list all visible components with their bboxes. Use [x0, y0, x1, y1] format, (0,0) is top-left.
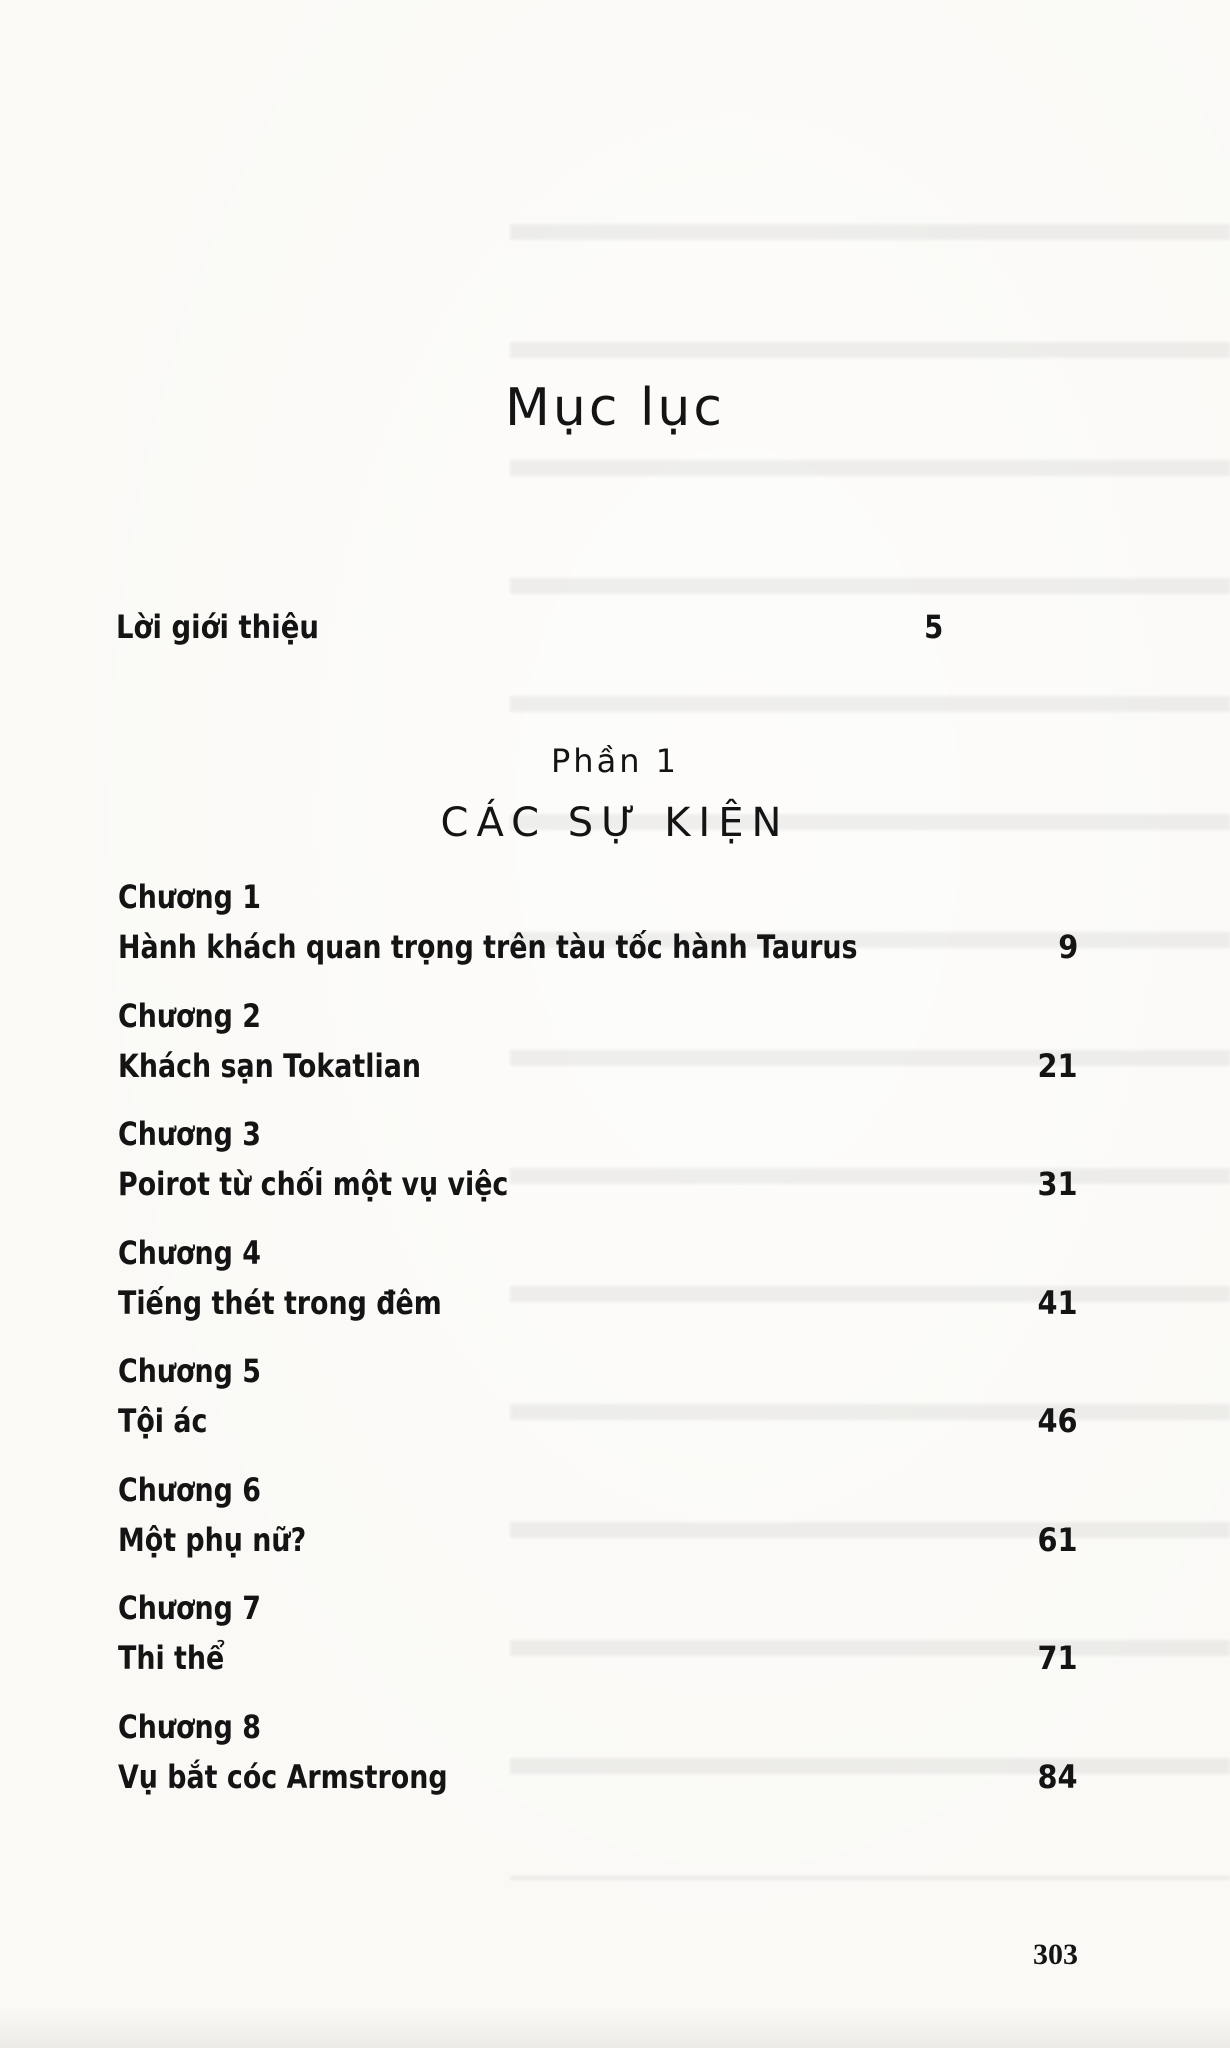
chapter-entry-2: [118, 997, 1078, 1116]
chapter-entry-5: [118, 1352, 1078, 1471]
chapter-entry-4: [118, 1234, 1078, 1353]
toc-entry-intro: [116, 608, 943, 646]
chapter-list: [118, 878, 1078, 1826]
chapter-page: 21: [1037, 1046, 1078, 1085]
chapter-page: 71: [1037, 1639, 1078, 1677]
chapter-title: Tiếng thét trong đêm: [118, 1283, 442, 1322]
chapter-title: Thi thể: [118, 1639, 225, 1677]
chapter-page: 46: [1037, 1402, 1078, 1440]
chapter-title: Tội ác: [118, 1402, 208, 1440]
chapter-title: Một phụ nữ?: [118, 1520, 307, 1559]
chapter-entry-6: [118, 1471, 1078, 1590]
page-edge-shadow: [0, 2008, 1230, 2048]
chapter-label: Chương 7: [118, 1589, 261, 1627]
chapter-page: 84: [1037, 1757, 1078, 1796]
intro-page: 5: [924, 608, 944, 646]
intro-label: Lời giới thiệu: [116, 608, 319, 646]
chapter-label: Chương 4: [118, 1233, 261, 1272]
chapter-page: 61: [1037, 1520, 1078, 1559]
chapter-entry-8: [118, 1708, 1078, 1827]
chapter-label: Chương 5: [118, 1352, 261, 1390]
chapter-page: 41: [1037, 1283, 1078, 1322]
chapter-title: Vụ bắt cóc Armstrong: [118, 1757, 448, 1796]
chapter-entry-7: [118, 1589, 1078, 1708]
chapter-label: Chương 6: [118, 1470, 261, 1509]
chapter-title: Poirot từ chối một vụ việc: [118, 1165, 509, 1203]
page-number: 303: [1033, 1938, 1078, 1971]
chapter-page: 31: [1037, 1165, 1078, 1203]
part-title: CÁC SỰ KIỆN: [440, 800, 790, 846]
chapter-label: Chương 3: [118, 1115, 261, 1153]
chapter-entry-1: [118, 878, 1078, 997]
chapter-page: 9: [1057, 928, 1078, 966]
chapter-label: Chương 2: [118, 996, 261, 1035]
chapter-title: Hành khách quan trọng trên tàu tốc hành Taurus: [118, 928, 858, 966]
toc-title: Mục lục: [505, 378, 725, 438]
chapter-title: Khách sạn Tokatlian: [118, 1046, 421, 1085]
chapter-label: Chương 1: [118, 878, 261, 916]
part-label: Phần 1: [551, 742, 679, 780]
chapter-entry-3: [118, 1115, 1078, 1234]
chapter-label: Chương 8: [118, 1707, 261, 1746]
